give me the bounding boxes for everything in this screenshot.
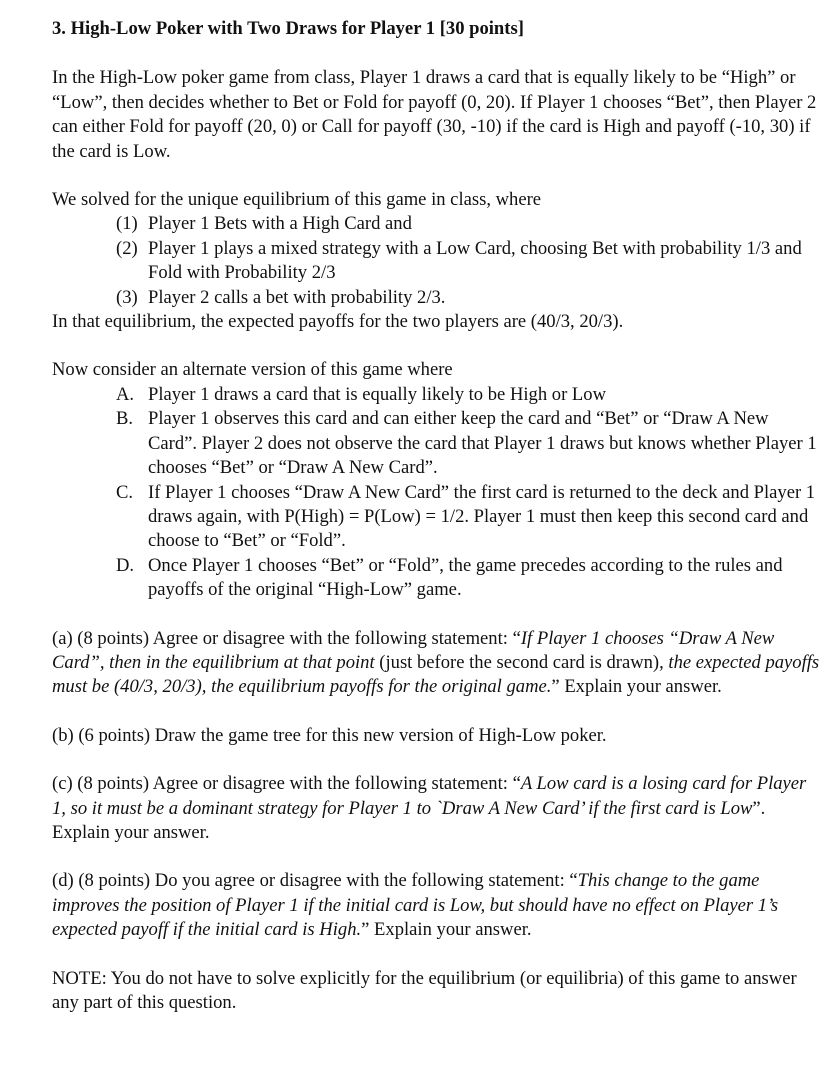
list-marker: (3) — [116, 286, 138, 308]
list-item — [52, 481, 820, 554]
list-item-text: Player 1 draws a card that is equally likely to be High or Low — [148, 383, 607, 405]
question-a-text: ” Explain your answer. — [551, 676, 722, 698]
question-a-quote: If Player 1 chooses “Draw A New Card”, then in the equilibrium at that point — [52, 627, 775, 673]
list-item-text: Player 1 plays a mixed strategy with a Low Card, choosing Bet with probability 1/3 and Fold with Probability 2/3 — [148, 237, 802, 284]
question-d — [52, 869, 820, 942]
question-c-quote: A Low card is a losing card for Player 1, so it must be a dominant strategy for Player 1 to `Draw A New Card’ if the first card is Low — [52, 773, 807, 819]
list-item — [52, 212, 820, 236]
list-marker: (2) — [116, 237, 138, 259]
note-paragraph: NOTE: You do not have to solve explicitly for the equilibrium (or equilibria) of this game to answer any part of this question. — [52, 967, 797, 1013]
list-item — [52, 383, 820, 407]
question-a-text: (just before the second card is drawn), — [374, 651, 669, 673]
question-a-quote: the expected payoffs must be (40/3, 20/3), the equilibrium payoffs for the original game. — [52, 651, 820, 698]
alternate-list — [52, 383, 820, 603]
list-item — [52, 237, 820, 286]
list-item — [52, 407, 820, 480]
list-marker: C. — [116, 481, 134, 503]
list-marker: D. — [116, 554, 135, 576]
question-c — [52, 772, 820, 845]
list-item-text: Once Player 1 chooses “Bet” or “Fold”, the game precedes according to the rules and payoffs of the original “High-Low” game. — [148, 554, 783, 601]
equilibrium-lead: We solved for the unique equilibrium of this game in class, where — [52, 189, 542, 211]
list-item — [52, 286, 820, 310]
question-a — [52, 627, 820, 700]
list-item-text: Player 2 calls a bet with probability 2/3. — [148, 286, 446, 308]
list-item-text: If Player 1 chooses “Draw A New Card” the first card is returned to the deck and Player 1 draws again, with P(High) = P(Low) = 1/2. Player 1 must then keep this second card and choose to “Bet” or “Fold”. — [148, 481, 816, 552]
alternate-lead: Now consider an alternate version of this game where — [52, 359, 453, 381]
list-item-text: Player 1 observes this card and can either keep the card and “Bet” or “Draw A New Card”. Player 2 does not observe the card that Player 1 draws but knows whether Player 1 chooses “Bet” or “Draw A New Card”. — [148, 408, 817, 479]
alternate-section — [52, 358, 820, 602]
question-a-text: (a) (8 points) Agree or disagree with the following statement: “ — [52, 627, 521, 649]
question-c-text: ”. Explain your answer. — [52, 797, 766, 843]
question-b: (b) (6 points) Draw the game tree for this new version of High-Low poker. — [52, 724, 607, 746]
list-marker: (1) — [116, 213, 138, 235]
question-d-quote: This change to the game improves the position of Player 1 if the initial card is Low, but should have no effect on Player 1’s expected payoff if the initial card is High. — [52, 870, 779, 941]
list-item-text: Player 1 Bets with a High Card and — [148, 213, 412, 235]
question-d-text: ” Explain your answer. — [361, 919, 532, 941]
equilibrium-tail: In that equilibrium, the expected payoffs for the two players are (40/3, 20/3). — [52, 311, 624, 333]
equilibrium-list — [52, 212, 820, 310]
equilibrium-section — [52, 188, 820, 334]
problem-title: 3. High-Low Poker with Two Draws for Player 1 [30 points] — [52, 18, 524, 39]
list-marker: A. — [116, 383, 135, 405]
question-d-text: (d) (8 points) Do you agree or disagree with the following statement: “ — [52, 870, 578, 892]
intro-paragraph: In the High-Low poker game from class, Player 1 draws a card that is equally likely to be “High” or “Low”, then decides whether to Bet or Fold for payoff (0, 20). If Player 1 chooses “Bet”, then Player 2 can either Fold for payoff (20, 0) or Call for payoff (30, -10) if the card is High and payoff (-10, 30) if the card is Low. — [52, 67, 817, 162]
list-marker: B. — [116, 408, 134, 430]
list-item — [52, 554, 820, 603]
question-c-text: (c) (8 points) Agree or disagree with the following statement: “ — [52, 773, 521, 795]
